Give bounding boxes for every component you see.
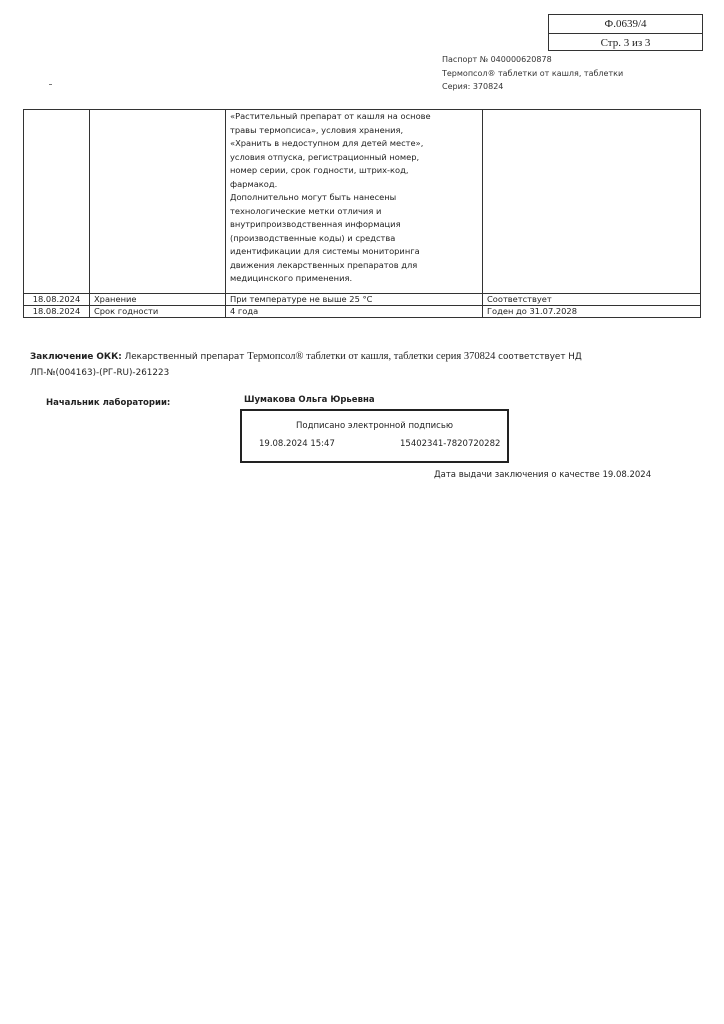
- passport-number: Паспорт № 040000620878: [442, 55, 552, 64]
- conclusion-text-end: соответствует НД: [498, 352, 582, 362]
- requirement-cell: [226, 110, 483, 294]
- text-line: медицинского применения.: [230, 273, 353, 283]
- qc-conclusion: [30, 349, 660, 381]
- head-name: Шумакова Ольга Юрьевна: [244, 395, 375, 405]
- text-line: технологические метки отличия и: [230, 205, 382, 216]
- passport-info: [442, 53, 623, 94]
- form-code: Ф.0639/4: [549, 15, 702, 34]
- text-line: номер серии, срок годности, штрих-код,: [230, 165, 409, 175]
- electronic-signature-box: [240, 409, 509, 463]
- text-line: «Растительный препарат от кашля на основе: [230, 111, 431, 121]
- test-cell: [90, 110, 226, 294]
- conclusion-text-start: Лекарственный препарат: [124, 352, 245, 362]
- table-row: [24, 294, 701, 306]
- result-cell: [483, 110, 701, 294]
- test-cell: Срок годности: [90, 306, 226, 318]
- requirement-cell: 4 года: [226, 306, 483, 318]
- form-code-box: [548, 14, 703, 51]
- nd-number: ЛП-№(004163)-(РГ-RU)-261223: [30, 368, 170, 378]
- test-cell: Хранение: [90, 294, 226, 306]
- text-line: идентификации для системы мониторинга: [230, 246, 420, 256]
- signature-code: 15402341-7820720282: [400, 439, 501, 449]
- text-line: движения лекарственных препаратов для: [230, 259, 418, 270]
- table-row: [24, 110, 701, 294]
- text-line: Дополнительно могут быть нанесены: [230, 192, 397, 202]
- text-line: условия отпуска, регистрационный номер,: [230, 151, 420, 162]
- conclusion-label: Заключение ОКК:: [30, 352, 122, 362]
- date-cell: 18.08.2024: [24, 306, 90, 318]
- requirement-cell: При температуре не выше 25 °С: [226, 294, 483, 306]
- issue-date: [434, 470, 651, 480]
- text-line: внутрипроизводственная информация: [230, 219, 401, 229]
- result-cell: Соответствует: [483, 294, 701, 306]
- issue-date-label: Дата выдачи заключения о качестве: [434, 470, 600, 480]
- date-cell: [24, 110, 90, 294]
- text-line: «Хранить в недоступном для детей месте»,: [230, 138, 424, 148]
- signature-datetime: 19.08.2024 15:47: [259, 439, 335, 449]
- scan-mark: [49, 84, 52, 85]
- table-row: [24, 306, 701, 318]
- page-number: Стр. 3 из 3: [600, 37, 651, 49]
- text-line: (производственные коды) и средства: [230, 232, 396, 243]
- result-cell: Годен до 31.07.2028: [483, 306, 701, 318]
- series-number: Серия: 370824: [442, 82, 504, 91]
- text-line: травы термопсиса», условия хранения,: [230, 124, 404, 135]
- test-results-table: [23, 109, 701, 318]
- conclusion-product: Термопсол® таблетки от кашля, таблетки серия 370824: [247, 351, 496, 362]
- product-name: Термопсол® таблетки от кашля, таблетки: [442, 68, 624, 78]
- text-line: фармакод.: [230, 178, 278, 189]
- signature-title: Подписано электронной подписью: [296, 421, 453, 431]
- head-label: Начальник лаборатории:: [46, 398, 171, 408]
- date-cell: 18.08.2024: [24, 294, 90, 306]
- issue-date-value: 19.08.2024: [602, 470, 652, 480]
